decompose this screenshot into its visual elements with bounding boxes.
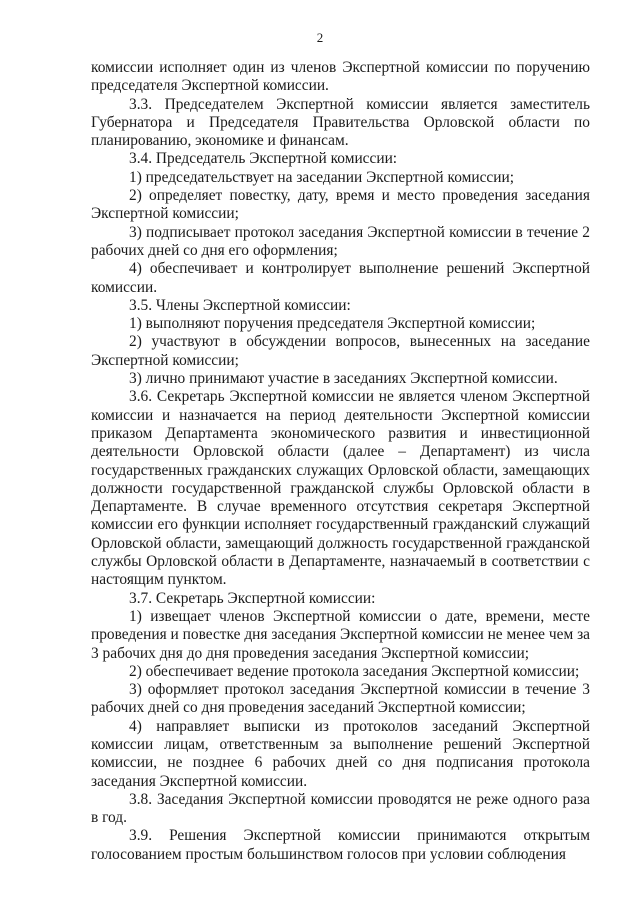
list-item: 3) оформляет протокол заседания Экспертной комиссии в течение 3 рабочих дней со дня проведения заседаний Экспертной комиссии; bbox=[91, 681, 590, 717]
list-item: 1) председательствует на заседании Экспертной комиссии; bbox=[129, 168, 514, 186]
list-item: 4) направляет выписки из протоколов заседаний Экспертной комиссии лицам, ответственным за выполнение решений Экспертной комиссии, не позднее 6 рабочих дней со дня подписания протокола заседания Экспертной комиссии. bbox=[91, 717, 590, 790]
list-item: 2) обеспечивает ведение протокола заседания Экспертной комиссии; bbox=[129, 662, 580, 680]
list-item: 2) участвуют в обсуждении вопросов, вынесенных на заседание Экспертной комиссии; bbox=[91, 333, 590, 369]
paragraph-3-5-heading: 3.5. Члены Экспертной комиссии: bbox=[129, 296, 351, 314]
paragraph-continuation: комиссии исполняет один из членов Экспертной комиссии по поручению председателя Экспертной комиссии. bbox=[91, 59, 590, 95]
document-body bbox=[91, 59, 590, 864]
list-item: 4) обеспечивает и контролирует выполнение решений Экспертной комиссии. bbox=[91, 260, 590, 296]
list-item: 1) извещает членов Экспертной комиссии о дате, времени, месте проведения и повестке дня заседания Экспертной комиссии не менее чем за 3 рабочих дня до дня проведения заседания Экспертной комиссии; bbox=[91, 607, 590, 662]
paragraph-3-6: 3.6. Секретарь Экспертной комиссии не является членом Экспертной комиссии и назначается на период деятельности Экспертной комиссии приказом Департамента экономического развития и инвестиционной деятельности Орловской области (далее – Департамент) из числа государственных гражданских служащих Орловской области, замещающих должности государственной гражданской службы Орловской области в Департаменте. В случае временного отсутствия секретаря Экспертной комиссии его функции исполняет государственный гражданский служащий Орловской области, замещающий должность государственной гражданской службы Орловской области в Департаменте, назначаемый в соответствии с настоящим пунктом. bbox=[91, 388, 590, 589]
paragraph-3-8: 3.8. Заседания Экспертной комиссии проводятся не реже одного раза в год. bbox=[91, 790, 590, 827]
list-item: 2) определяет повестку, дату, время и место проведения заседания Экспертной комиссии; bbox=[91, 187, 590, 223]
paragraph-3-9: 3.9. Решения Экспертной комиссии принимаются открытым голосованием простым большинством голосов при условии соблюдения bbox=[91, 827, 590, 863]
page-number: 2 bbox=[316, 30, 324, 45]
paragraph-3-4-heading: 3.4. Председатель Экспертной комиссии: bbox=[129, 150, 398, 168]
list-item: 3) лично принимают участие в заседаниях Экспертной комиссии. bbox=[129, 370, 558, 388]
paragraph-3-3: 3.3. Председателем Экспертной комиссии является заместитель Губернатора и Председателя Правительства Орловской области по планированию, экономике и финансам. bbox=[91, 95, 590, 150]
list-item: 1) выполняют поручения председателя Экспертной комиссии; bbox=[129, 315, 536, 333]
list-item: 3) подписывает протокол заседания Экспертной комиссии в течение 2 рабочих дней со дня его оформления; bbox=[91, 223, 590, 259]
paragraph-3-7-heading: 3.7. Секретарь Экспертной комиссии: bbox=[129, 589, 376, 607]
